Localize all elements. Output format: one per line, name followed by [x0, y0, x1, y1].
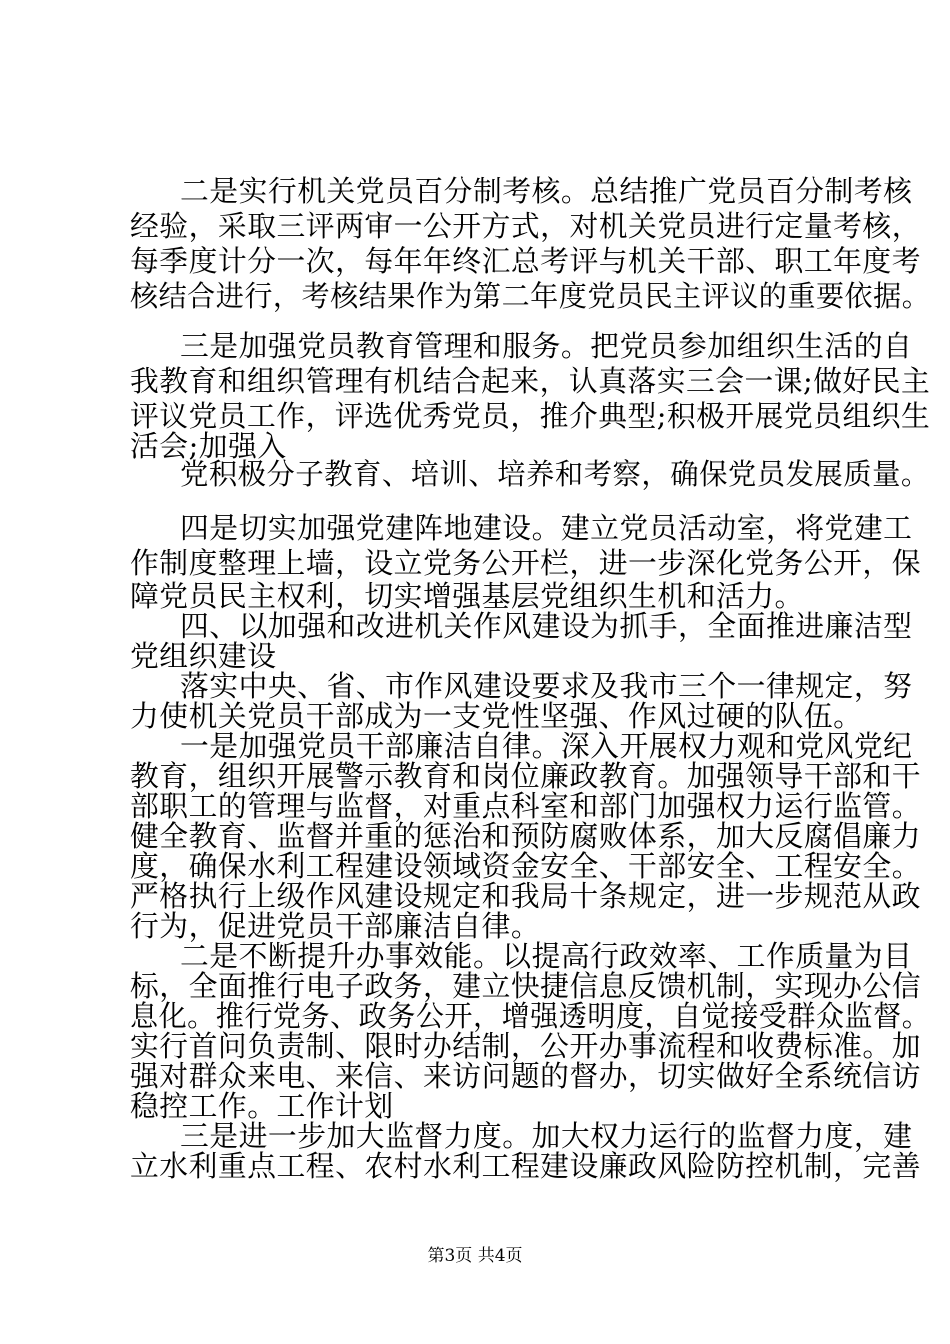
- paragraph-1-line-4: 核结合进行，考核结果作为第二年度党员民主评议的重要依据。: [130, 279, 931, 313]
- paragraph-8-line-5: 强对群众来电、来信、来访问题的督办，切实做好全系统信访: [130, 1059, 922, 1093]
- paragraph-1-line-3: 每季度计分一次，每年年终汇总考评与机关干部、职工年度考: [130, 244, 922, 278]
- paragraph-9-line-1: 三是进一步加大监督力度。加大权力运行的监督力度，建: [180, 1119, 913, 1153]
- paragraph-4-line-2: 作制度整理上墙，设立党务公开栏，进一步深化党务公开，保: [130, 546, 922, 580]
- paragraph-6-line-1: 落实中央、省、市作风建设要求及我市三个一律规定，努: [180, 669, 913, 703]
- section-heading-line-1: 四、以加强和改进机关作风建设为抓手，全面推进廉洁型: [180, 609, 913, 643]
- paragraph-7-line-1: 一是加强党员干部廉洁自律。深入开展权力观和党风党纪: [180, 729, 913, 763]
- section-heading-line-2: 党组织建设: [130, 639, 277, 673]
- paragraph-9-line-2: 立水利重点工程、农村水利工程建设廉政风险防控机制，完善: [130, 1149, 922, 1183]
- paragraph-7-line-7: 行为，促进党员干部廉洁自律。: [130, 909, 541, 943]
- paragraph-2-line-3: 评议党员工作，评选优秀党员，推介典型;积极开展党员组织生: [130, 399, 931, 433]
- paragraph-1-line-1: 二是实行机关党员百分制考核。总结推广党员百分制考核: [180, 174, 913, 208]
- page-number-footer: 第3页 共4页: [427, 1246, 523, 1266]
- paragraph-7-line-3: 部职工的管理与监督，对重点科室和部门加强权力运行监管。: [130, 789, 922, 823]
- paragraph-2-line-1: 三是加强党员教育管理和服务。把党员参加组织生活的自: [180, 329, 913, 363]
- paragraph-2-line-4: 活会;加强入: [130, 429, 287, 463]
- paragraph-1-line-2: 经验，采取三评两审一公开方式，对机关党员进行定量考核，: [130, 209, 922, 243]
- paragraph-3-line-1: 党积极分子教育、培训、培养和考察，确保党员发展质量。: [180, 457, 930, 491]
- paragraph-4-line-3: 障党员民主权利，切实增强基层党组织生机和活力。: [130, 579, 804, 613]
- paragraph-7-line-2: 教育，组织开展警示教育和岗位廉政教育。加强领导干部和干: [130, 759, 922, 793]
- paragraph-8-line-6: 稳控工作。工作计划: [130, 1089, 394, 1123]
- paragraph-8-line-1: 二是不断提升办事效能。以提高行政效率、工作质量为目: [180, 939, 913, 973]
- paragraph-7-line-4: 健全教育、监督并重的惩治和预防腐败体系，加大反腐倡廉力: [130, 819, 922, 853]
- paragraph-7-line-5: 度，确保水利工程建设领域资金安全、干部安全、工程安全。: [130, 849, 922, 883]
- paragraph-4-line-1: 四是切实加强党建阵地建设。建立党员活动室，将党建工: [180, 511, 913, 545]
- paragraph-7-line-6: 严格执行上级作风建设规定和我局十条规定，进一步规范从政: [130, 879, 922, 913]
- paragraph-8-line-4: 实行首问负责制、限时办结制，公开办事流程和收费标准。加: [130, 1029, 922, 1063]
- paragraph-6-line-2: 力使机关党员干部成为一支党性坚强、作风过硬的队伍。: [130, 699, 863, 733]
- paragraph-8-line-3: 息化。推行党务、政务公开，增强透明度，自觉接受群众监督。: [130, 999, 931, 1033]
- paragraph-2-line-2: 我教育和组织管理有机结合起来，认真落实三会一课;做好民主: [130, 364, 931, 398]
- paragraph-8-line-2: 标，全面推行电子政务，建立快捷信息反馈机制，实现办公信: [130, 969, 922, 1003]
